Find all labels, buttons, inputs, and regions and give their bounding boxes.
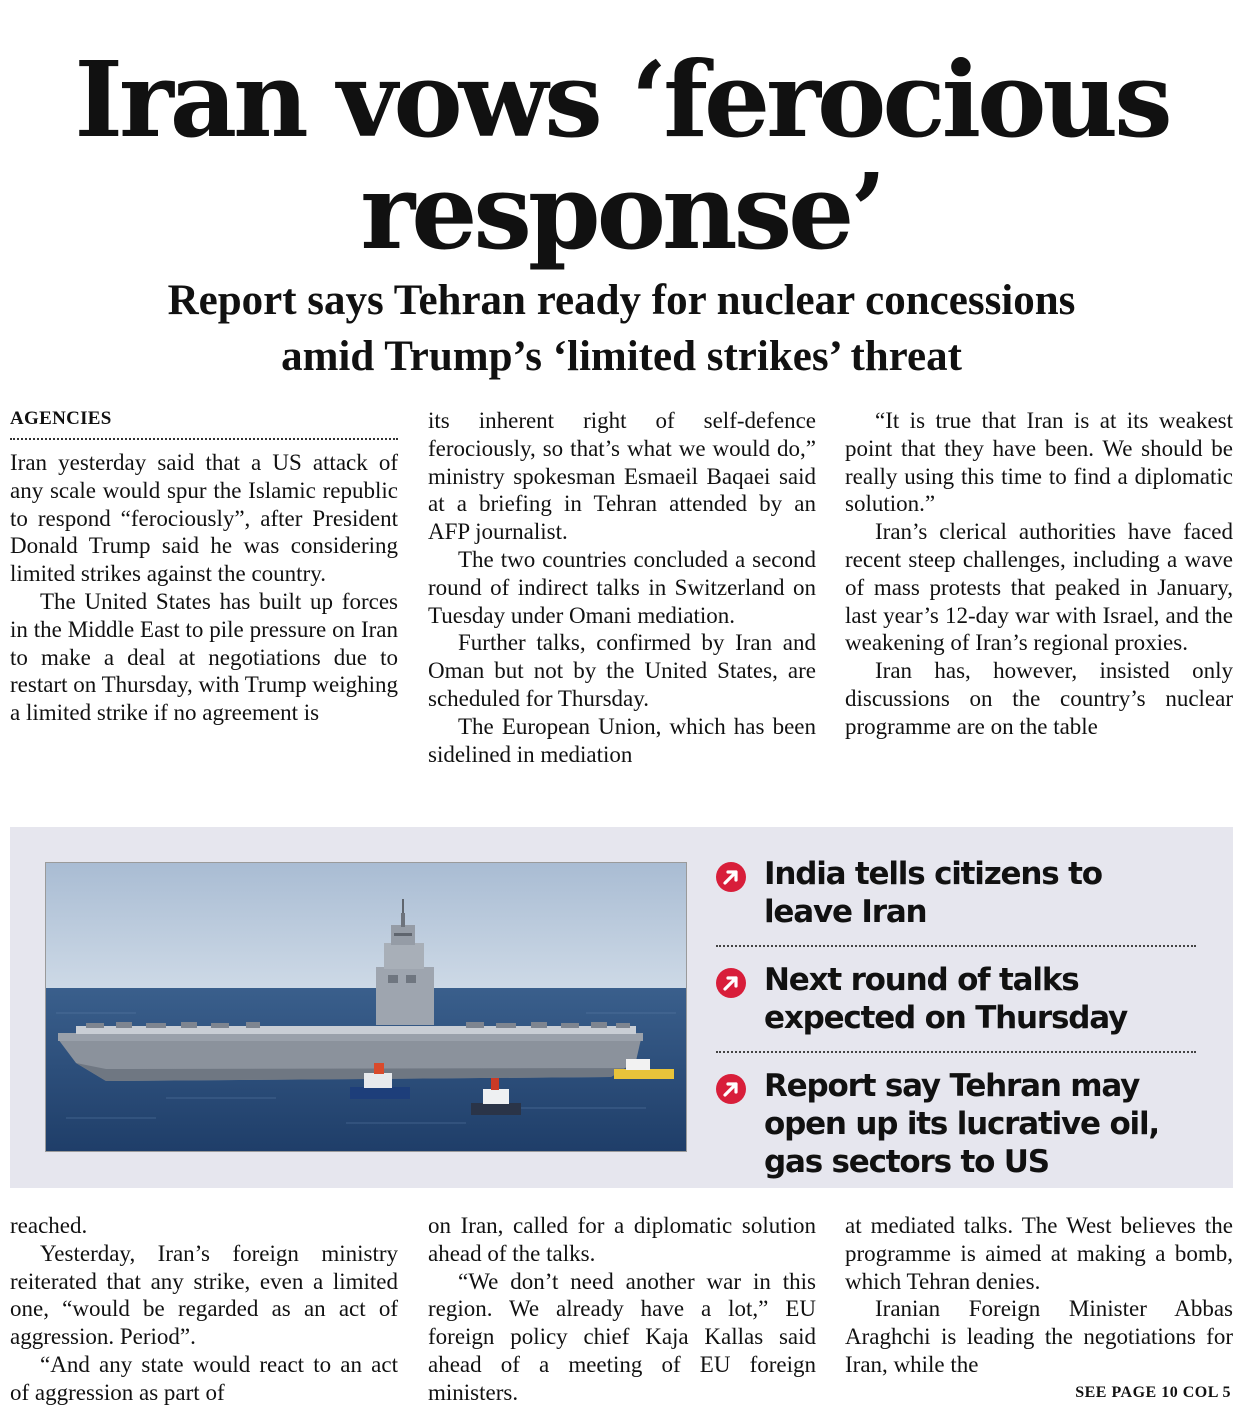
article-column-3-bottom (845, 1212, 1233, 1379)
paragraph: “It is true that Iran is at its weakest point that they have been. We should be really using this time to find a diplomatic solution.” (845, 408, 1233, 517)
paragraph: Iran has, however, insisted only discussions on the country’s nuclear programme are on the table (845, 658, 1233, 739)
subheadline-line-1: Report says Tehran ready for nuclear concessions (167, 277, 1076, 324)
paragraph: The two countries concluded a second round of indirect talks in Switzerland on Tuesday under Omani mediation. (428, 546, 816, 628)
paragraph: Further talks, confirmed by Iran and Oman but not by the United States, are scheduled for Thursday. (428, 630, 816, 711)
red-arrow-bullet-icon (716, 1074, 746, 1104)
paragraph: reached. (10, 1213, 88, 1238)
highlight-box (10, 827, 1233, 1188)
headline (0, 38, 1243, 273)
paragraph: “We don’t need another war in this region. We already have a lot,” EU foreign policy chief Kaja Kallas said ahead of a meeting of EU foreign ministers. (428, 1268, 816, 1405)
highlight-item (716, 1067, 1196, 1181)
paragraph: its inherent right of self-defence ferociously, so that’s what we would do,” ministry spokesman Esmaeil Baqaei said at a briefing in Tehran attended by an AFP journalist. (428, 408, 816, 545)
paragraph: The United States has built up forces in the Middle East to pile pressure on Iran to make a deal at negotiations due to restart on Thursday, with Trump weighing a limited strike if no agreement is (10, 588, 398, 726)
highlight-text: Next round of talks expected on Thursday (764, 962, 1127, 1036)
headline-line-1: Iran vows ‘ferocious (74, 38, 1169, 161)
article-column-3-top (845, 407, 1233, 741)
paragraph: Iran’s clerical authorities have faced recent steep challenges, including a wave of mass protests that peaked in January, last year’s 12-day war with Israel, and the weakening of Iran’s regional proxies. (845, 519, 1233, 656)
paragraph: Iranian Foreign Minister Abbas Araghchi is leading the negotiations for Iran, while the (845, 1296, 1233, 1377)
byline: AGENCIES (10, 408, 112, 429)
red-arrow-bullet-icon (716, 862, 746, 892)
headline-line-2: response’ (360, 150, 883, 273)
red-arrow-bullet-icon (716, 968, 746, 998)
jump-line: SEE PAGE 10 COL 5 (1075, 1384, 1231, 1401)
article-column-1-bottom (10, 1212, 398, 1407)
highlight-divider (716, 1051, 1196, 1053)
article-column-2-bottom (428, 1212, 816, 1407)
subheadline (0, 273, 1243, 385)
paragraph: on Iran, called for a diplomatic solution ahead of the talks. (428, 1213, 816, 1266)
highlight-divider (716, 945, 1196, 947)
paragraph: Iran yesterday said that a US attack of any scale would spur the Islamic republic to respond “ferociously”, after President Donald Trump said he was considering limited strikes against the country. (10, 450, 398, 587)
paragraph: The European Union, which has been sidelined in mediation (428, 713, 816, 767)
byline-divider (10, 438, 398, 440)
highlight-text: Report say Tehran may open up its lucrative oil, gas sectors to US (764, 1068, 1159, 1180)
article-column-1-top (10, 408, 398, 727)
highlight-text: India tells citizens to leave Iran (764, 856, 1102, 930)
highlight-item (716, 855, 1196, 931)
article-column-2-top (428, 407, 816, 768)
subheadline-line-2: amid Trump’s ‘limited strikes’ threat (281, 333, 962, 380)
aircraft-carrier-photo (45, 862, 687, 1152)
paragraph: “And any state would react to an act of aggression as part of (10, 1351, 398, 1405)
paragraph: at mediated talks. The West believes the programme is aimed at making a bomb, which Tehran denies. (845, 1213, 1233, 1294)
paragraph: Yesterday, Iran’s foreign ministry reiterated that any strike, even a limited one, “would be regarded as an act of aggression. Period”. (10, 1240, 398, 1350)
highlight-item (716, 961, 1196, 1037)
highlight-bullets (716, 855, 1196, 1181)
